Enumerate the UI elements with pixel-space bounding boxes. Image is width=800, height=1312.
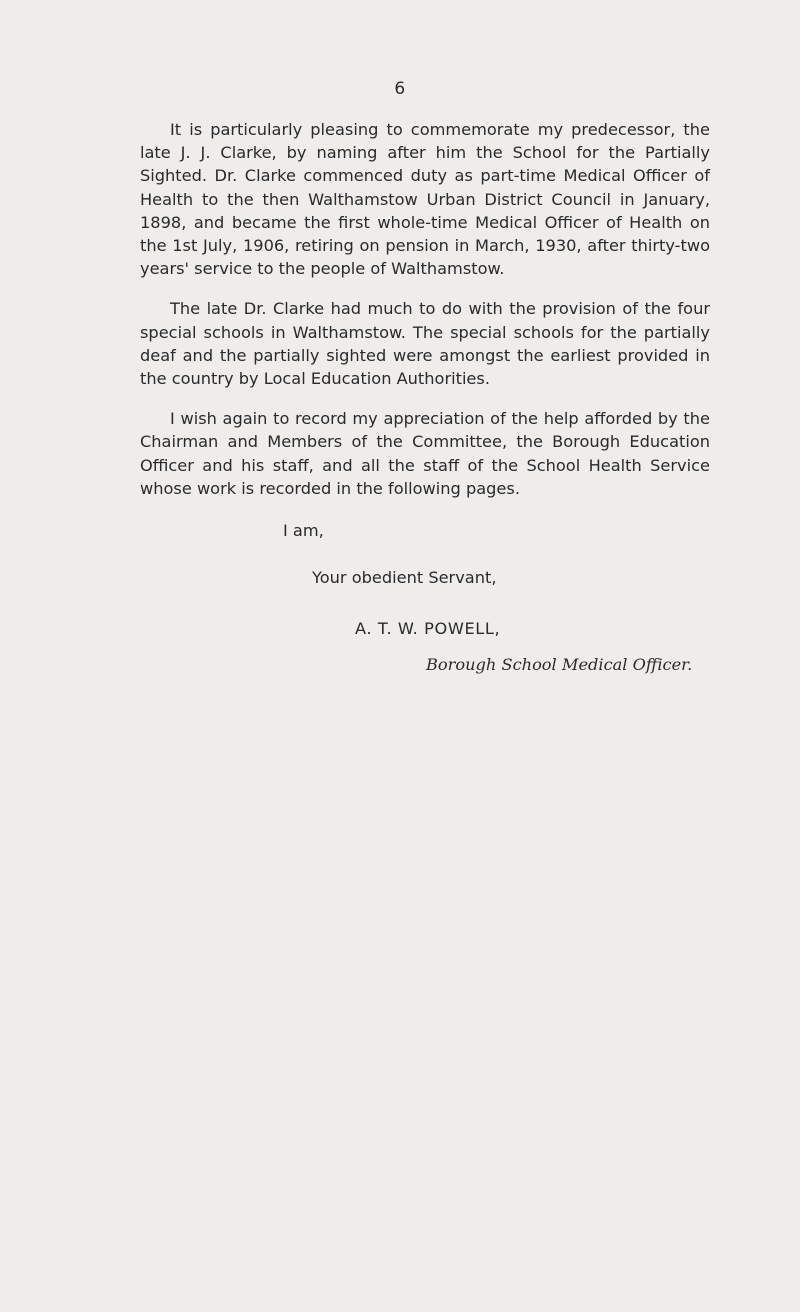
signatory-title: Borough School Medical Officer. (426, 655, 693, 674)
paragraph-appreciation: I wish again to record my appreciation of the help afforded by the Chairman and Members of the Committee, the Borough Education Officer and his staff, and all the staff of the School Health Service whose work is recorded in the following pages. (140, 409, 710, 498)
paragraph-clarke-commemoration: It is particularly pleasing to commemorate my predecessor, the late J. J. Clarke, by naming after him the School for the Partially Sighted. Dr. Clarke commenced duty as part-time Medical Officer of Health to the then Walthamstow Urban District Council in January, 1898, and became the first whole-time Medical Officer of Health on the 1st July, 1906, retiring on pension in March, 1930, after thirty-two years' service to the people of Walthamstow. (140, 120, 710, 279)
letter-body (140, 118, 710, 517)
signatory-name: A. T. W. POWELL, (355, 619, 501, 638)
page-number: 6 (394, 79, 406, 99)
valediction: Your obedient Servant, (312, 568, 497, 587)
paragraph-special-schools: The late Dr. Clarke had much to do with the provision of the four special schools in Walthamstow. The special schools for the partially deaf and the partially sighted were amongst the earliest provided in the country by Local Education Authorities. (140, 299, 710, 389)
closing-line: I am, (283, 521, 324, 540)
